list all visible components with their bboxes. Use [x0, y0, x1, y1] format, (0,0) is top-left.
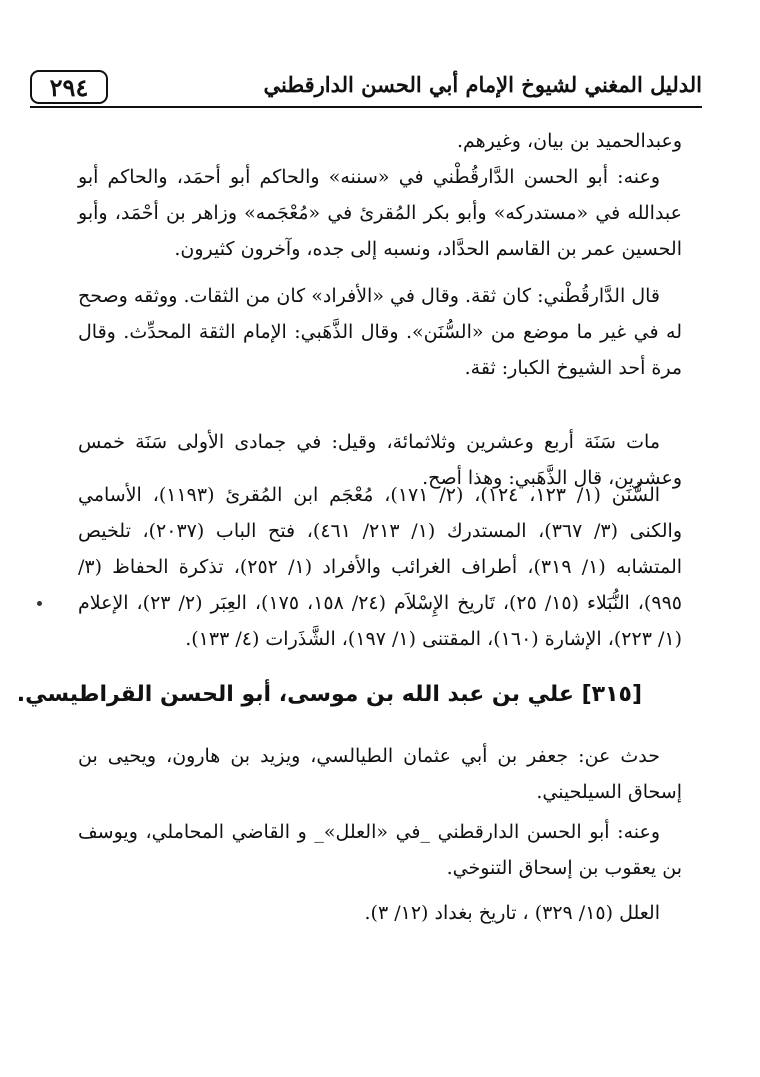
- death-paragraph: مات سَنَة أربع وعشرين وثلاثمائة، وقيل: في جمادى الأولى سَنَة خمس وعشرين، قال الذَّهَبي: وهذا أصح.: [78, 431, 682, 489]
- entry-315-body: [78, 738, 682, 810]
- header-rule: [30, 106, 702, 108]
- entry-315-sources: [78, 895, 682, 931]
- margin-dot: [37, 601, 42, 606]
- sources-paragraph: السُّنَن (١/ ١٢٣، ١٢٤)، (٢/ ١٧١)، مُعْجَم ابن المُقرئ (١١٩٣)، الأسامي والكنى (٣/ ٣٦٧)، المستدرك (١/ ٢١٣/ ٤٦١)، فتح الباب (٢٠٣٧)، تلخيص المتشابه (١/ ٣١٩)، أطراف الغرائب والأفراد (١/ ٢٥٢)، تذكرة الحفاظ (٣/ ٩٩٥)، النُّبَلاء (١٥/ ٢٥)، تَاريخ الإِسْلاَم (٢٤/ ١٥٨، ١٧٥)، العِبَر (٢/ ٢٣)، الإعلام (١/ ٢٢٣)، الإشارة (١٦٠)، المقتنى (١/ ١٩٧)، الشَّذَرات (٤/ ١٣٣).: [78, 484, 683, 650]
- sources-block: [78, 477, 682, 657]
- teachers-paragraph: حدث عن: جعفر بن أبي عثمان الطيالسي، ويزيد بن هارون، ويحيى بن إسحاق السيلحيني.: [78, 745, 682, 803]
- entry-315-heading: [٣١٥] علي بن عبد الله بن موسى، أبو الحسن القراطيسي.: [16, 682, 642, 707]
- students-paragraph-315: وعنه: أبو الحسن الدارقطني _في «العلل»_ و القاضي المحاملي، ويوسف بن يعقوب بن إسحاق التنوخي.: [78, 821, 682, 879]
- sources-paragraph-315: العلل (١٥/ ٣٢٩) ، تاريخ بغداد (١٢/ ٣).: [364, 902, 660, 924]
- running-title: الدليل المغني لشيوخ الإمام أبي الحسن الدارقطني: [263, 72, 702, 97]
- page-header: [30, 70, 702, 108]
- continuation-line: وعبدالحميد بن بيان، وغيرهم.: [456, 130, 682, 152]
- entry-314-tail: [78, 123, 682, 267]
- entry-315-students: [78, 814, 682, 886]
- grading-block: [78, 278, 682, 386]
- grading-paragraph: قال الدَّارقُطْني: كان ثقة. وقال في «الأفراد» كان من الثقات. ووثقه وصحح له في غير ما موضع من «السُّنَن». وقال الذَّهَبي: الإمام الثقة المحدِّث. وقال مرة أحد الشيوخ الكبار: ثقة.: [78, 285, 682, 379]
- page-number: ٢٩٤: [30, 70, 108, 104]
- students-paragraph: وعنه: أبو الحسن الدَّارقُطْني في «سننه» والحاكم أبو أحمَد، والحاكم أبو عبدالله في «مستدركه» وأبو بكر المُقرئ في «مُعْجَمه» وزاهر بن أحْمَد، وأبو الحسين عمر بن القاسم الحدَّاد، ونسبه إلى جده، وآخرون كثيرون.: [78, 166, 682, 260]
